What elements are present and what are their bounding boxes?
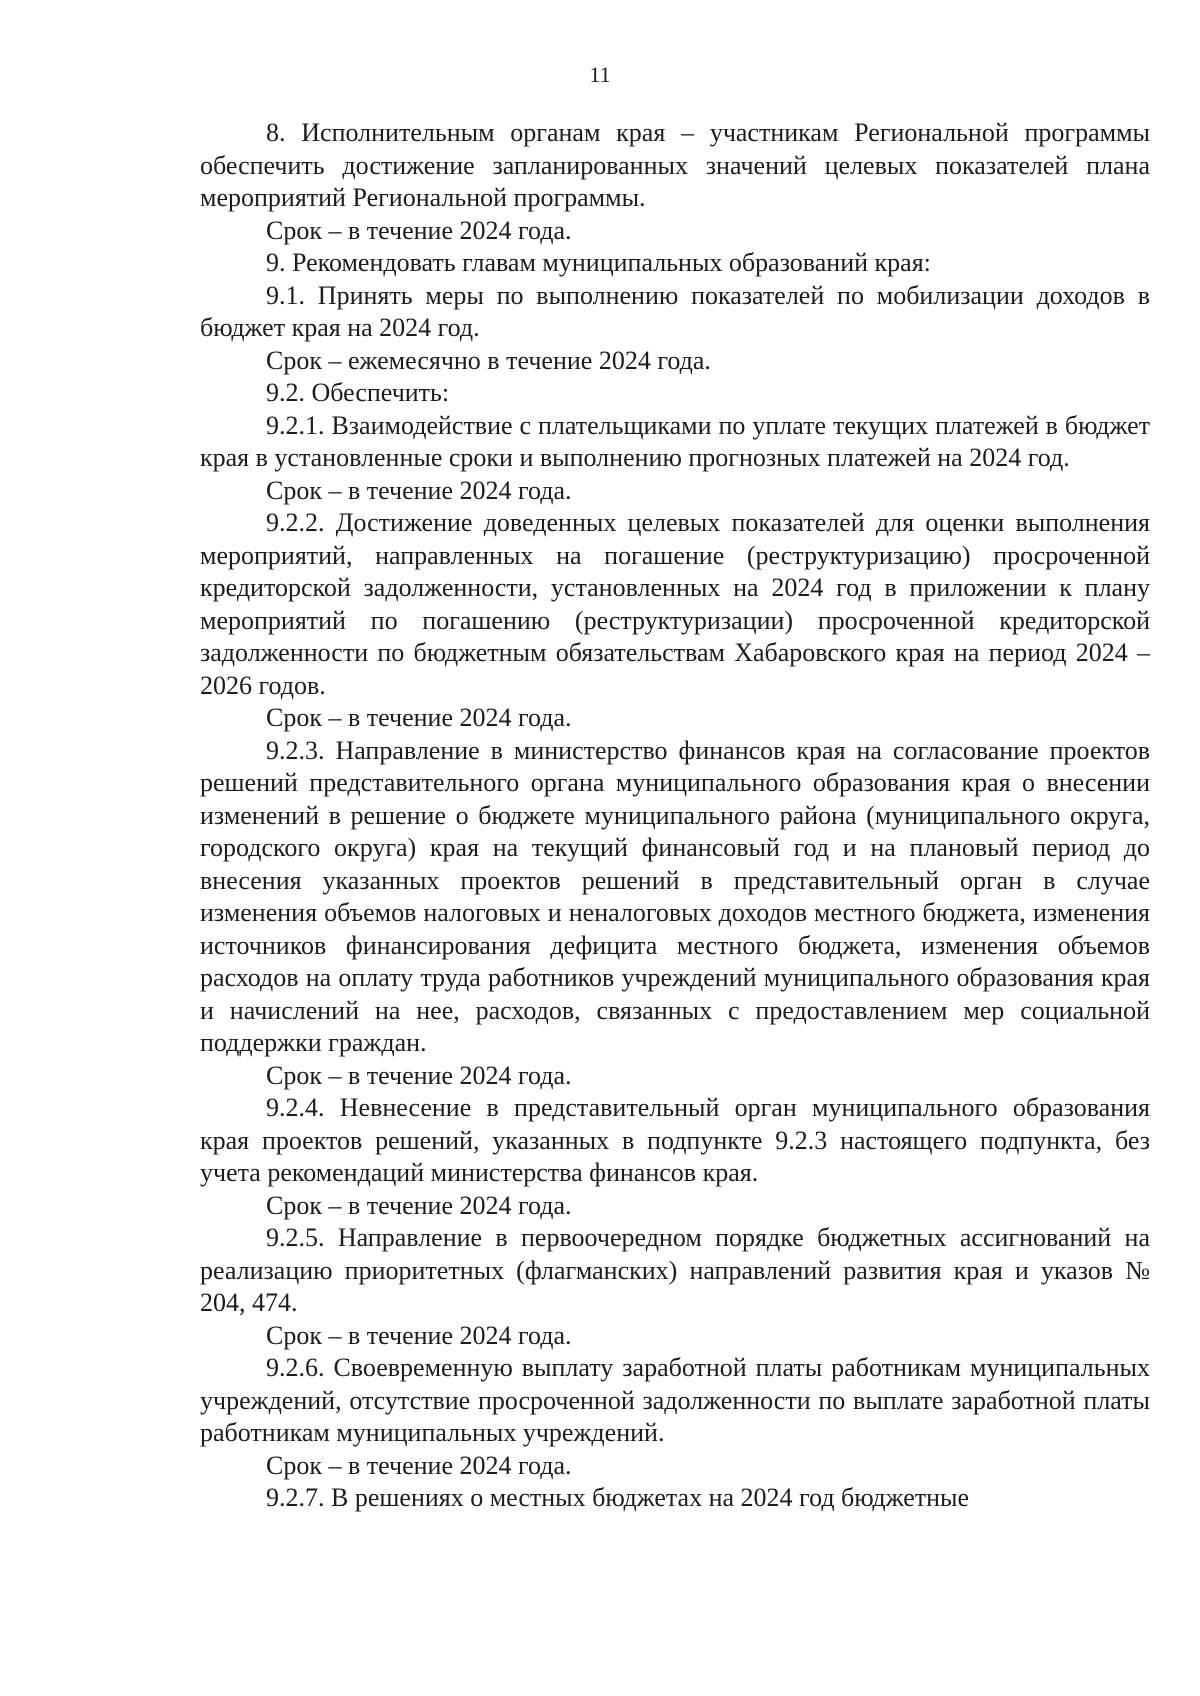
document-body: [200, 117, 1150, 1515]
deadline-paragraph-9-2-1: Срок – в течение 2024 года.: [266, 475, 572, 505]
paragraph-9-2-3: 9.2.3. Направление в министерство финансов края на согласование проектов решений представительного органа муниципального образования края о внесении изменений в решение о бюджете муниципального района (муниципального округа, городского округа) края на текущий финансовый год и на плановый период до внесения указанных проектов решений в представительный орган в случае изменения объемов налоговых и неналоговых доходов местного бюджета, изменения источников финансирования дефицита местного бюджета, изменения объемов расходов на оплату труда работников учреждений муниципального образования края и начислений на нее, расходов, связанных с предоставлением мер социальной поддержки граждан.: [200, 735, 1150, 1057]
paragraph-9-2-6: 9.2.6. Своевременную выплату заработной платы работникам муниципальных учреждений, отсутствие просроченной задолженности по выплате заработной платы работникам муниципальных учреждений.: [200, 1353, 1150, 1447]
paragraph-9-2-7: 9.2.7. В решениях о местных бюджетах на 2024 год бюджетные: [266, 1483, 970, 1512]
deadline-paragraph-9-2-6: Срок – в течение 2024 года.: [266, 1450, 572, 1480]
deadline-paragraph-9-1: Срок – ежемесячно в течение 2024 года.: [266, 345, 711, 375]
paragraph-9-2-5: 9.2.5. Направление в первоочередном порядке бюджетных ассигнований на реализацию приоритетных (флагманских) направлений развития края и указов № 204, 474.: [200, 1223, 1150, 1317]
deadline-paragraph-8: Срок – в течение 2024 года.: [266, 215, 572, 245]
deadline-paragraph-9-2-4: Срок – в течение 2024 года.: [266, 1190, 572, 1220]
deadline-paragraph-9-2-3: Срок – в течение 2024 года.: [266, 1060, 572, 1090]
paragraph-9: 9. Рекомендовать главам муниципальных образований края:: [266, 248, 931, 277]
deadline-paragraph-9-2-2: Срок – в течение 2024 года.: [266, 703, 572, 732]
paragraph-9-2-2: 9.2.2. Достижение доведенных целевых показателей для оценки выполнения мероприятий, направленных на погашение (реструктуризацию) просроченной кредиторской задолженности, установленных на 2024 год в приложении к плану мероприятий по погашению (реструктуризации) просроченной кредиторской задолженности по бюджетным обязательствам Хабаровского края на период 2024 – 2026 годов.: [200, 508, 1150, 700]
paragraph-9-1: 9.1. Принять меры по выполнению показателей по мобилизации доходов в бюджет края на 2024 год.: [200, 280, 1150, 342]
paragraph-9-2-4: 9.2.4. Невнесение в представительный орган муниципального образования края проектов решений, указанных в подпункте 9.2.3 настоящего подпункта, без учета рекомендаций министерства финансов края.: [200, 1093, 1150, 1187]
paragraph-9-2: 9.2. Обеспечить:: [266, 378, 450, 407]
page-number: 11: [589, 62, 611, 87]
paragraph-9-2-1: 9.2.1. Взаимодействие с плательщиками по уплате текущих платежей в бюджет края в установленные сроки и выполнению прогнозных платежей на 2024 год.: [200, 410, 1150, 472]
deadline-paragraph-9-2-5: Срок – в течение 2024 года.: [266, 1320, 572, 1350]
paragraph-8: 8. Исполнительным органам края – участникам Региональной программы обеспечить достижение запланированных значений целевых показателей плана мероприятий Региональной программы.: [200, 118, 1150, 212]
